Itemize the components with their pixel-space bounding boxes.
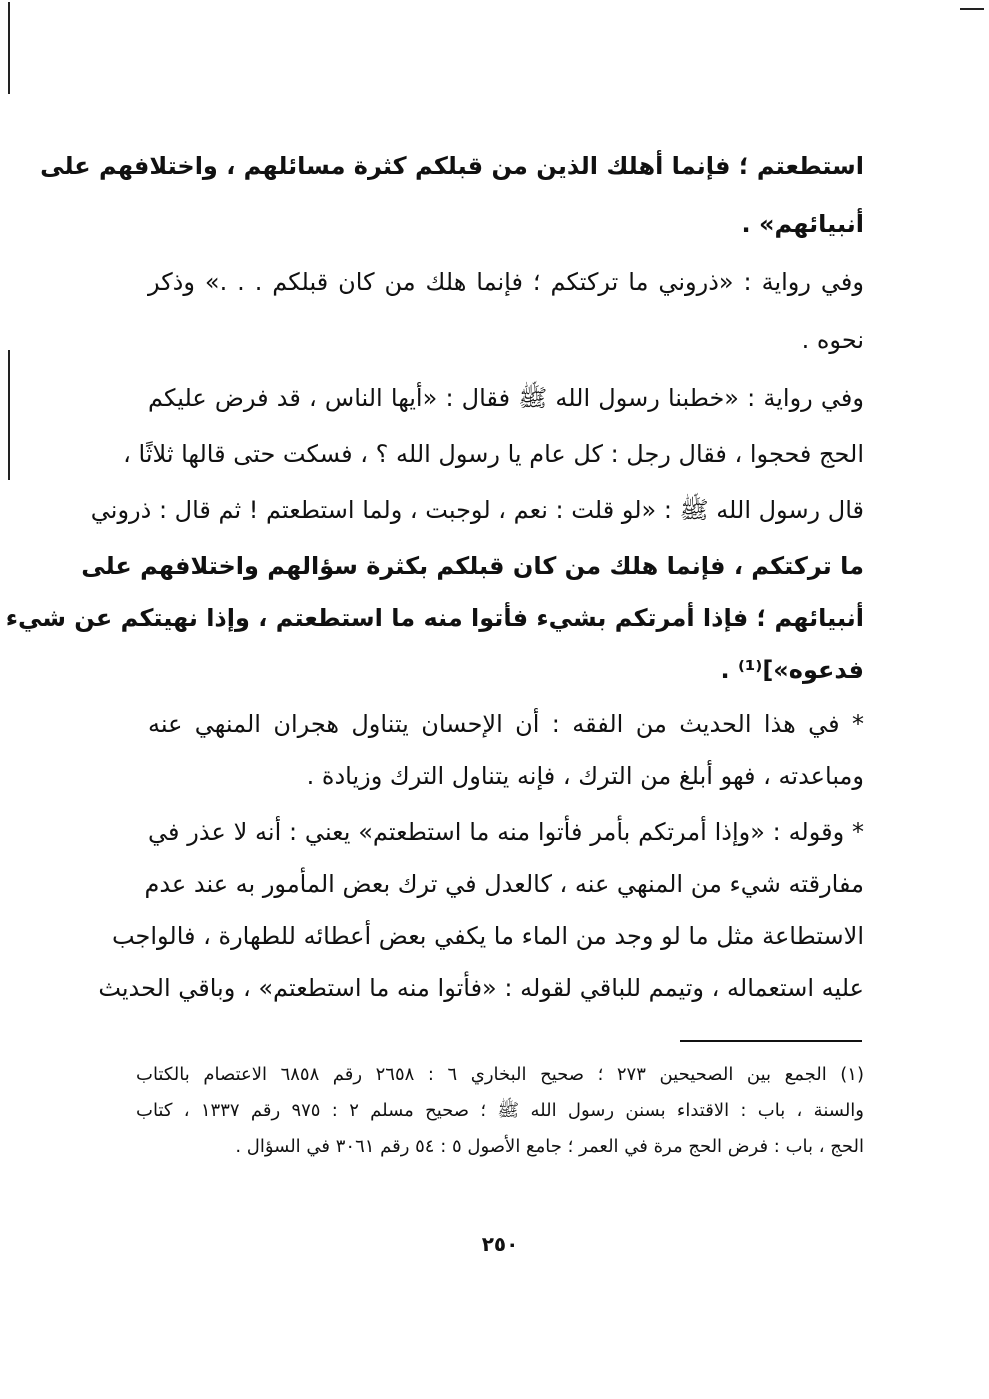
footnote-separator	[680, 1040, 862, 1042]
footnote-line: (١) الجمع بين الصحيحين ٢٧٣ ؛ صحيح البخاري ٦ : ٢٦٥٨ رقم ٦٨٥٨ الاعتصام بالكتاب	[136, 1064, 864, 1085]
body-line: أنبيائهم ؛ فإذا أمرتكم بشيء فأتوا منه ما استطعتم ، وإذا نهيتكم عن شيء	[5, 604, 864, 632]
body-line: فدعوه»]⁽¹⁾ .	[720, 656, 864, 684]
body-line: قال رسول الله ﷺ : «لو قلت : نعم ، لوجبت ، ولما استطعتم ! ثم قال : ذروني	[90, 496, 864, 524]
body-line: الاستطاعة مثل ما لو وجد من الماء ما يكفي بعض أعطائه للطهارة ، فالواجب	[111, 922, 864, 950]
body-line: * في هذا الحديث من الفقه : أن الإحسان يتناول هجران المنهي عنه	[148, 710, 864, 738]
body-line: أنبيائهم» .	[741, 210, 864, 238]
body-line: استطعتم ؛ فإنما أهلك الذين من قبلكم كثرة مسائلهم ، واختلافهم على	[40, 152, 864, 180]
body-line: وفي رواية : «ذروني ما تركتكم ؛ فإنما هلك من كان قبلكم . . .» وذكر	[148, 268, 864, 296]
scan-margin-mark-middle	[8, 350, 10, 480]
body-line: الحج فحجوا ، فقال رجل : كل عام يا رسول الله ؟ ، فسكت حتى قالها ثلاثًا ،	[123, 440, 864, 468]
page-number: ٢٥٠	[481, 1232, 519, 1256]
body-line: وفي رواية : «خطبنا رسول الله ﷺ فقال : «أيها الناس ، قد فرض عليكم	[148, 384, 864, 412]
body-line: ما تركتكم ، فإنما هلك من كان قبلكم بكثرة سؤالهم واختلافهم على	[81, 552, 864, 580]
body-line: * وقوله : «وإذا أمرتكم بأمر فأتوا منه ما استطعتم» يعني : أنه لا عذر في	[148, 818, 864, 846]
body-line: نحوه .	[801, 326, 864, 354]
body-line: مفارقته شيء من المنهي عنه ، كالعدل في ترك بعض المأمور به عند عدم	[144, 870, 864, 898]
footnote-line: الحج ، باب : فرض الحج مرة في العمر ؛ جامع الأصول ٥ : ٥٤ رقم ٣٠٦١ في السؤال .	[235, 1136, 864, 1157]
footnote-line: والسنة ، باب : الاقتداء بسنن رسول الله ﷺ ؛ صحيح مسلم ٢ : ٩٧٥ رقم ١٣٣٧ ، كتاب	[136, 1100, 864, 1121]
scan-margin-mark-top	[8, 2, 10, 94]
body-line: عليه استعماله ، وتيمم للباقي لقوله : «فأتوا منه ما استطعتم» ، وباقي الحديث	[98, 974, 864, 1002]
body-line: ومباعدته ، فهو أبلغ من الترك ، فإنه يتناول الترك وزيادة .	[306, 762, 864, 790]
scan-margin-mark-corner	[960, 8, 984, 10]
